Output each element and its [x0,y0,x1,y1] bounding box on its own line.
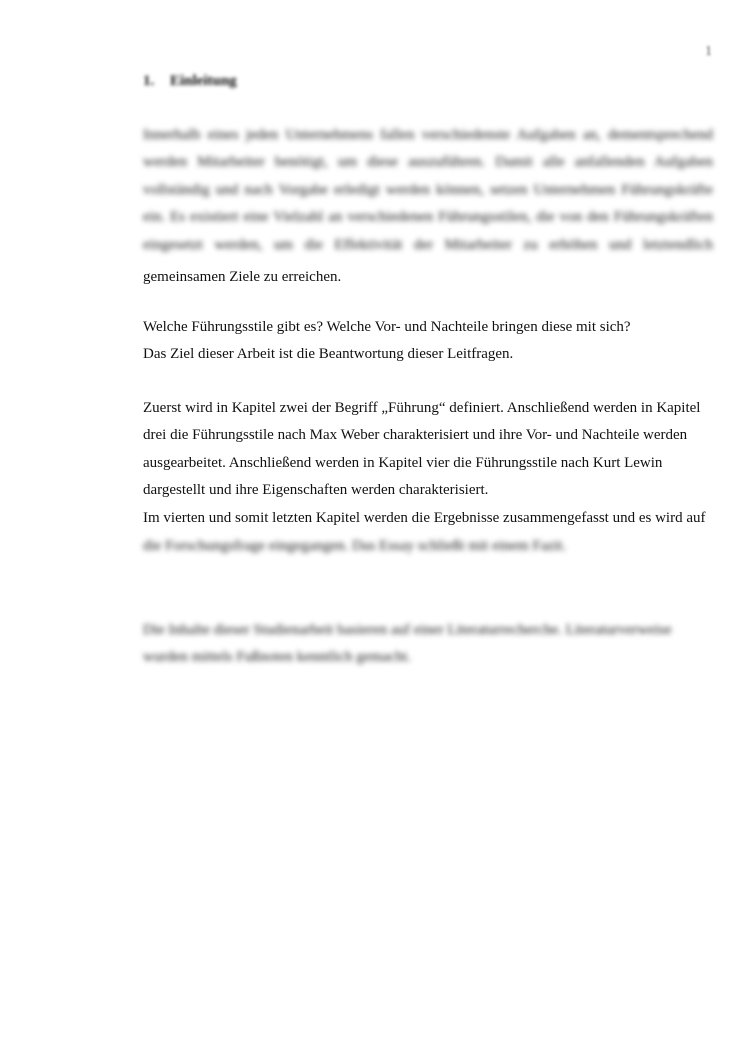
text-line: drei die Führungsstile nach Max Weber charakterisiert und ihre Vor- und Nachteile werden [143,427,688,444]
chapter-overview-end-blurred [143,533,713,560]
intro-paragraph-end [143,264,713,291]
text-line: Welche Führungsstile gibt es? Welche Vor- und Nachteile bringen diese mit sich? [143,319,631,335]
research-questions-paragraph [143,314,713,369]
text-line: gemeinsamen Ziele zu erreichen. [143,269,342,285]
text-line: werden Mitarbeiter benötigt, um diese auszuführen. Damit alle anfallenden Aufgaben [143,154,713,171]
text-line: Innerhalb eines jeden Unternehmens fallen verschiedenste Aufgaben an, dementsprechend [143,127,713,143]
text-line: ausgearbeitet. Anschließend werden in Kapitel vier die Führungsstile nach Kurt Lewin [143,454,663,471]
chapter-overview-paragraph [143,395,713,532]
text-line: Die Inhalte dieser Studienarbeit basieren auf einer Literaturrecherche. Literaturverweise [143,622,672,638]
text-line: Das Ziel dieser Arbeit ist die Beantwortung dieser Leitfragen. [143,346,514,363]
text-line: eingesetzt werden, um die Effektivität der Mitarbeiter zu erhöhen und letztendlich [143,236,713,253]
section-number: 1. [143,73,155,89]
section-title: Einleitung [170,73,237,89]
text-line: Zuerst wird in Kapitel zwei der Begriff „Führung“ definiert. Anschließend werden in Kapitel [143,400,701,416]
section-heading [143,73,237,90]
intro-paragraph-blurred [143,122,713,259]
text-line: Im vierten und somit letzten Kapitel werden die Ergebnisse zusammengefasst und es wird auf [143,509,706,526]
text-line: vollständig und nach Vorgabe erledigt werden können, setzen Unternehmen Führungskräfte [143,181,713,198]
text-line: die Forschungsfrage eingegangen. Das Essay schließt mit einem Fazit. [143,538,567,554]
page-number: 1 [705,44,712,59]
text-line: wurden mittels Fußnoten kenntlich gemacht. [143,649,411,666]
text-line: ein. Es existiert eine Vielzahl an verschiedenen Führungsstilen, die von den Führungskräften [143,209,713,226]
text-line: dargestellt und ihre Eigenschaften werden charakterisiert. [143,482,489,499]
method-paragraph-blurred [143,617,713,672]
